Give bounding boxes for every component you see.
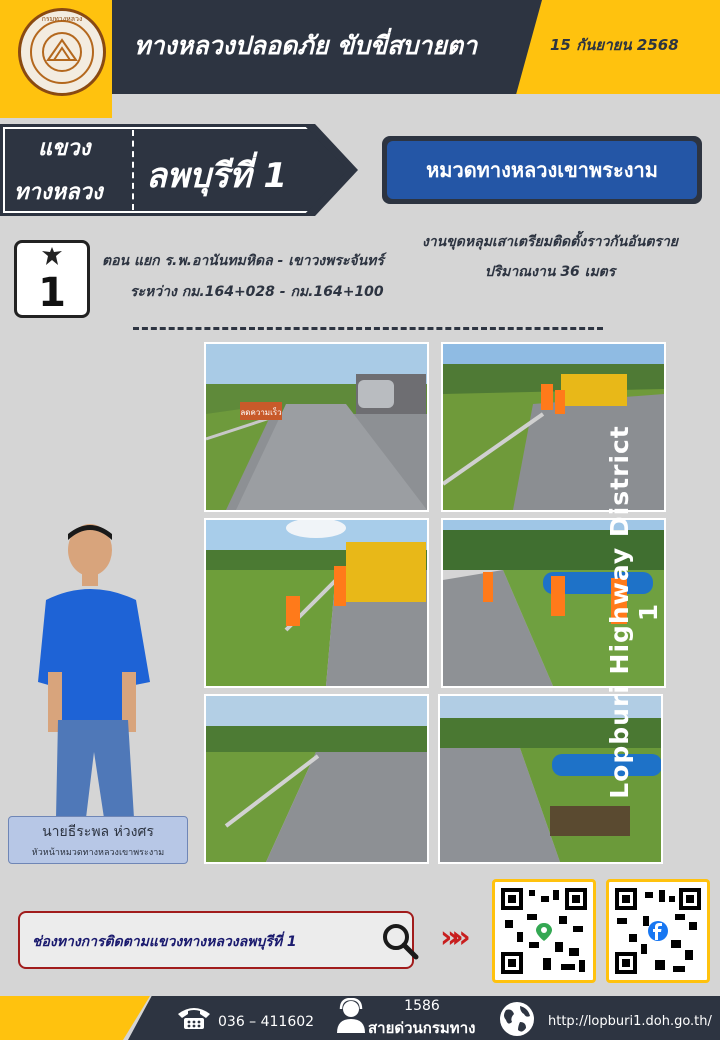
person-name: นายธีระพล ห่วงศร (42, 824, 154, 840)
search-icon (380, 921, 420, 961)
person-title: หัวหน้าหมวดทางหลวงเขาพระงาม (31, 848, 165, 858)
divider (132, 130, 134, 210)
department-logo (18, 8, 106, 96)
work-quantity: ปริมาณงาน 36 เมตร (484, 264, 616, 280)
work-photo-3 (204, 518, 429, 688)
hotline-label: สายด่วนกรมทาง (368, 1019, 476, 1037)
person-name-card (8, 816, 188, 864)
route-segment: ตอน แยก ร.พ.อานันทมหิดล - เขาวงพระจันทร์ (102, 253, 384, 269)
route-number: 1 (38, 270, 66, 316)
district-name: ลพบุรีที่ 1 (146, 156, 287, 196)
footer-accent (0, 996, 150, 1040)
phone-icon (176, 1004, 212, 1030)
garuda-icon (17, 245, 87, 273)
logo-text: กรมทางหลวง (41, 15, 83, 23)
work-description: งานขุดหลุมเสาเตรียมติดตั้งราวกันอันตราย (421, 234, 679, 250)
hotline-number[interactable]: 1586 (404, 998, 440, 1014)
district-vertical-label: Lopburi Highway District 1 (605, 425, 663, 799)
dashed-divider (133, 327, 603, 330)
follow-text: ช่องทางการติดตามแขวงทางหลวงลพบุรีที่ 1 (32, 934, 297, 950)
work-photo-1 (204, 342, 429, 512)
route-sign (14, 240, 90, 318)
person-photo (38, 522, 166, 822)
speed-sign: ลดความเร็ว (240, 408, 282, 417)
qr-code-facebook[interactable] (606, 879, 710, 983)
follow-channels-box (18, 911, 414, 969)
globe-icon (498, 1000, 536, 1038)
arrows-icon: »» (440, 920, 463, 955)
call-center-icon (336, 998, 366, 1034)
route-km-range: ระหว่าง กม.164+028 - กม.164+100 (130, 284, 384, 300)
unit-name: หมวดทางหลวงเขาพระงาม (387, 141, 697, 199)
work-photo-5 (204, 694, 429, 864)
district-label-line2: ทางหลวง (14, 180, 103, 205)
website-link[interactable]: http://lopburi1.doh.go.th/ (548, 1014, 712, 1029)
district-label-line1: แขวง (38, 136, 91, 161)
header-date: 15 กันยายน 2568 (550, 36, 679, 54)
phone-number[interactable]: 036 – 411602 (218, 1014, 315, 1030)
header-title: ทางหลวงปลอดภัย ขับขี่สบายตา (134, 31, 478, 60)
qr-code-map[interactable] (492, 879, 596, 983)
wheel-emblem-icon (30, 20, 94, 84)
